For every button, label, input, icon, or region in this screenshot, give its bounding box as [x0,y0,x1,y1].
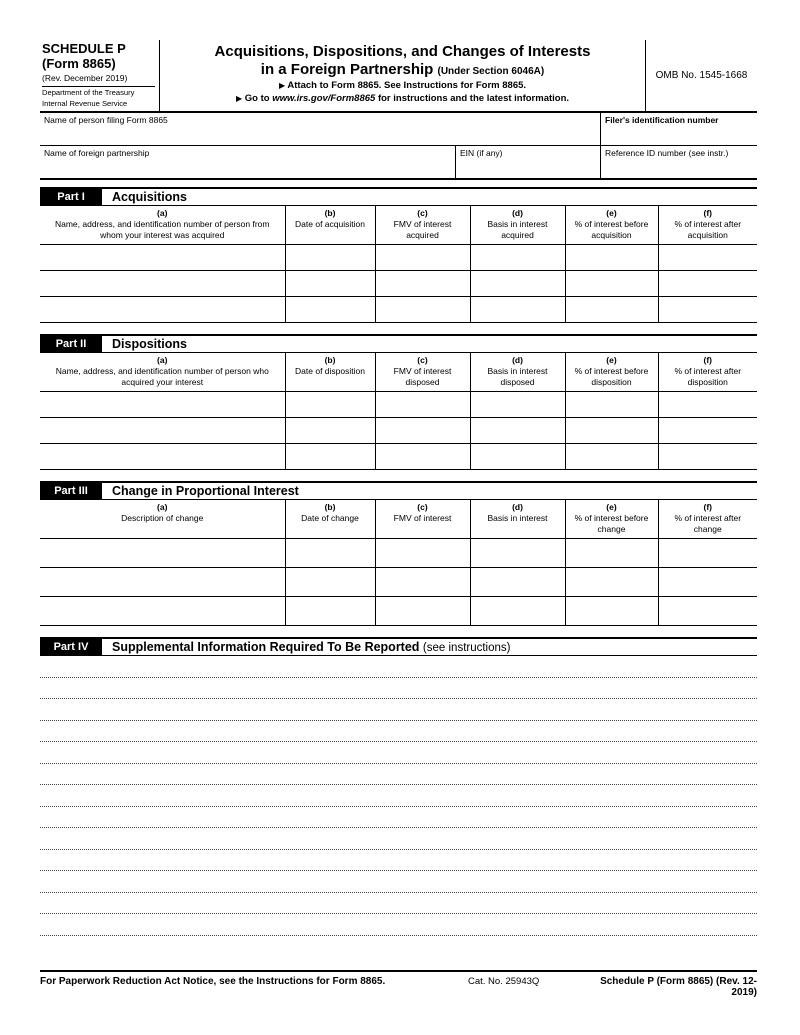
part2-header-bar [40,334,757,353]
part3-title: Change in Proportional Interest [112,484,299,499]
filer-row-1 [40,113,757,145]
part4-label: Part IV [40,639,102,655]
entry-cell-b[interactable] [285,444,375,470]
ein-field[interactable] [455,146,600,178]
entry-cell-d[interactable] [470,296,565,322]
entry-cell-e[interactable] [565,296,658,322]
part1-header-bar [40,187,757,206]
entry-cell-c[interactable] [375,444,470,470]
part2-column-header-row [40,353,757,392]
form-title-line2: in a Foreign Partnership [260,60,434,78]
part1-column-header-row [40,206,757,245]
form-id: Schedule P (Form 8865) (Rev. 12-2019) [600,975,757,998]
column-header-a: (a) Name, address, and identification number of person who acquired your interest [40,353,285,392]
section-reference: (Under Section 6046A) [437,65,545,77]
entry-cell-f[interactable] [658,418,757,444]
entry-row [40,539,757,568]
arrow-icon: ▶ [278,81,286,91]
entry-cell-b[interactable] [285,418,375,444]
entry-row [40,392,757,418]
agency-line: Internal Revenue Service [42,98,128,108]
entry-cell-e[interactable] [565,392,658,418]
entry-cell-f[interactable] [658,568,757,597]
column-header-d: (d) Basis in interest [470,500,565,539]
ein-label: EIN (if any) [460,147,503,158]
filing-person-name-field[interactable] [40,113,600,145]
column-header-a: (a) Description of change [40,500,285,539]
schedule-name: SCHEDULE P [42,41,126,56]
column-header-d: (d) Basis in interest acquired [470,206,565,245]
paperwork-notice: For Paperwork Reduction Act Notice, see the Instructions for Form 8865. [40,975,386,987]
column-header-b: (b) Date of disposition [285,353,375,392]
entry-cell-e[interactable] [565,597,658,626]
entry-row [40,296,757,322]
part4-title [102,639,510,655]
irs-url: www.irs.gov/Form8865 [272,93,376,105]
entry-cell-c[interactable] [375,392,470,418]
write-in-line[interactable] [40,893,757,915]
column-header-c: (c) FMV of interest disposed [375,353,470,392]
entry-cell-a[interactable] [40,444,285,470]
column-header-f: (f) % of interest after change [658,500,757,539]
column-header-a: (a) Name, address, and identification number of person from whom your interest was acquired [40,206,285,245]
entry-row [40,444,757,470]
entry-cell-f[interactable] [658,597,757,626]
entry-cell-c[interactable] [375,539,470,568]
goto-instruction-prefix: Go to [244,93,273,105]
filer-row-2 [40,145,757,178]
catalog-number: Cat. No. 25943Q [468,975,540,987]
entry-cell-d[interactable] [470,539,565,568]
entry-cell-d[interactable] [470,568,565,597]
entry-cell-a[interactable] [40,244,285,270]
write-in-line[interactable] [40,807,757,829]
entry-cell-f[interactable] [658,296,757,322]
write-in-line[interactable] [40,721,757,743]
reference-id-label: Reference ID number (see instr.) [605,147,729,158]
entry-cell-a[interactable] [40,568,285,597]
entry-cell-b[interactable] [285,244,375,270]
entry-cell-c[interactable] [375,597,470,626]
part1-label: Part I [40,189,102,205]
entry-row [40,597,757,626]
column-header-c: (c) FMV of interest acquired [375,206,470,245]
entry-cell-f[interactable] [658,444,757,470]
entry-cell-d[interactable] [470,597,565,626]
entry-cell-a[interactable] [40,296,285,322]
part3-column-header-row [40,500,757,539]
entry-cell-d[interactable] [470,392,565,418]
entry-cell-a[interactable] [40,270,285,296]
entry-cell-c[interactable] [375,418,470,444]
write-in-line[interactable] [40,656,757,678]
entry-cell-c[interactable] [375,296,470,322]
entry-cell-a[interactable] [40,539,285,568]
entry-cell-a[interactable] [40,597,285,626]
column-header-e: (e) % of interest before disposition [565,353,658,392]
form-title-line1: Acquisitions, Dispositions, and Changes of Interests [214,43,591,60]
column-header-f: (f) % of interest after disposition [658,353,757,392]
entry-row [40,568,757,597]
entry-cell-e[interactable] [565,418,658,444]
part3-header-bar [40,481,757,500]
filer-identification-number-field[interactable] [600,113,757,145]
entry-cell-c[interactable] [375,244,470,270]
entry-cell-d[interactable] [470,270,565,296]
entry-cell-c[interactable] [375,568,470,597]
entry-row [40,418,757,444]
form-number: (Form 8865) [42,55,116,71]
part2-label: Part II [40,336,102,352]
department-line: Department of the Treasury [42,88,135,98]
omb-number [645,40,757,111]
part4-header-bar [40,637,757,656]
attach-instruction-text: Attach to Form 8865. See Instructions for Form 8865. [287,80,527,92]
filing-person-name-label: Name of person filing Form 8865 [44,114,168,125]
column-header-b: (b) Date of change [285,500,375,539]
write-in-line[interactable] [40,678,757,700]
entry-cell-b[interactable] [285,392,375,418]
entry-cell-e[interactable] [565,568,658,597]
part1-title: Acquisitions [112,189,188,204]
write-in-line[interactable] [40,871,757,893]
entry-cell-f[interactable] [658,270,757,296]
entry-cell-b[interactable] [285,270,375,296]
write-in-line[interactable] [40,828,757,850]
write-in-line[interactable] [40,699,757,721]
entry-cell-b[interactable] [285,296,375,322]
column-header-e: (e) % of interest before acquisition [565,206,658,245]
attach-instruction [168,80,637,91]
entry-cell-f[interactable] [658,539,757,568]
entry-cell-f[interactable] [658,392,757,418]
entry-cell-e[interactable] [565,270,658,296]
entry-cell-d[interactable] [470,444,565,470]
omb-number-text: OMB No. 1545-1668 [655,69,748,81]
write-in-line[interactable] [40,764,757,786]
schedule-identity-block [40,40,160,111]
form-title [168,43,637,78]
entry-cell-a[interactable] [40,418,285,444]
goto-instruction [168,93,637,104]
part3-label: Part III [40,483,102,499]
filer-identification-number-label: Filer's identification number [605,114,719,125]
supplemental-write-in-area [40,656,757,936]
form-title-block [160,40,645,111]
form-header [40,40,757,113]
column-header-c: (c) FMV of interest [375,500,470,539]
entry-cell-e[interactable] [565,244,658,270]
column-header-f: (f) % of interest after acquisition [658,206,757,245]
part2-title: Dispositions [112,336,188,351]
column-header-e: (e) % of interest before change [565,500,658,539]
form-footer [40,970,757,998]
part3-change-table [40,500,757,626]
part1-acquisitions-table [40,206,757,323]
entry-row [40,244,757,270]
foreign-partnership-name-label: Name of foreign partnership [44,147,150,158]
entry-cell-d[interactable] [470,244,565,270]
entry-cell-a[interactable] [40,392,285,418]
column-header-d: (d) Basis in interest disposed [470,353,565,392]
arrow-icon: ▶ [235,94,243,104]
goto-instruction-suffix: for instructions and the latest information. [375,93,570,105]
entry-row [40,270,757,296]
foreign-partnership-name-field[interactable] [40,146,455,178]
entry-cell-d[interactable] [470,418,565,444]
entry-cell-b[interactable] [285,597,375,626]
column-header-b: (b) Date of acquisition [285,206,375,245]
part2-dispositions-table [40,353,757,470]
entry-cell-f[interactable] [658,244,757,270]
entry-cell-e[interactable] [565,539,658,568]
revision-date: (Rev. December 2019) [42,73,155,87]
write-in-line[interactable] [40,914,757,936]
write-in-line[interactable] [40,850,757,872]
part4-title-text: Supplemental Information Required To Be Reported [112,640,420,655]
part4-title-note: (see instructions) [422,642,511,655]
entry-cell-b[interactable] [285,539,375,568]
write-in-line[interactable] [40,742,757,764]
entry-cell-c[interactable] [375,270,470,296]
reference-id-field[interactable] [600,146,757,178]
write-in-line[interactable] [40,785,757,807]
filer-info-section [40,113,757,180]
entry-cell-e[interactable] [565,444,658,470]
entry-cell-b[interactable] [285,568,375,597]
